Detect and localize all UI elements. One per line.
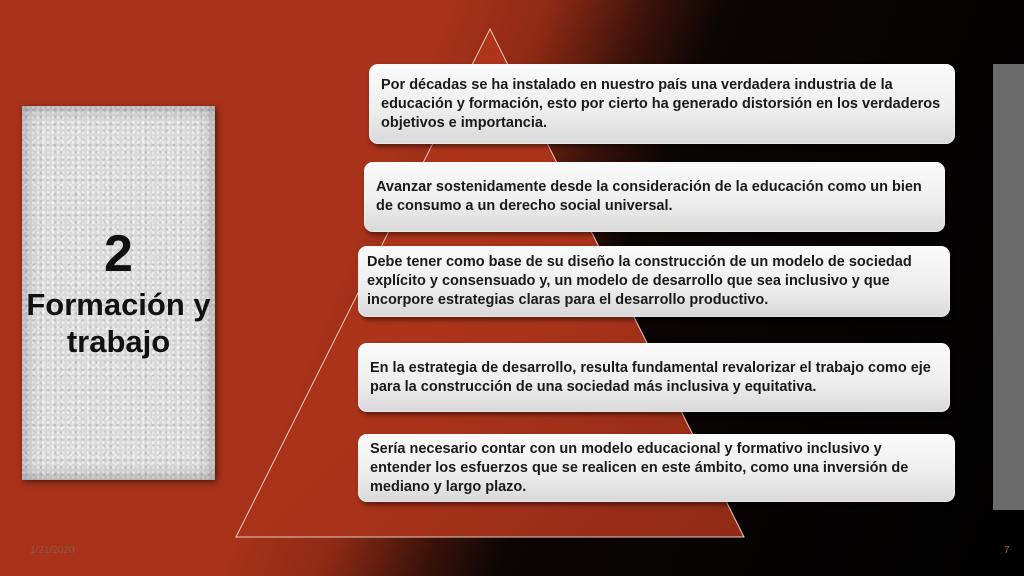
pyramid-text-5: Sería necesario contar con un modelo educacional y formativo inclusivo y entender los esfuerzos que se realicen en este ámbito, como una inversión de mediano y largo plazo.	[370, 440, 909, 495]
footer-page-number: 7	[1004, 545, 1010, 556]
pyramid-text-box-4	[358, 343, 950, 412]
pyramid-text-1: Por décadas se ha instalado en nuestro país una verdadera industria de la educación y formación, esto por cierto ha generado distorsión en los verdaderos objetivos e importancia.	[381, 76, 941, 131]
pyramid-text-box-5	[358, 434, 955, 502]
pyramid-text-box-2	[364, 162, 945, 232]
pyramid-text-3: Debe tener como base de su diseño la construcción de un modelo de sociedad explícito y consensuado y, un modelo de desarrollo que sea inclusivo y que incorpore estrategias claras para el desarrollo productivo.	[367, 254, 912, 308]
section-title: Formación y trabajo	[26, 287, 211, 359]
pyramid-text-2: Avanzar sostenidamente desde la consideración de la educación como un bien de consumo a un derecho social universal.	[376, 179, 922, 214]
pyramid-text-4: En la estrategia de desarrollo, resulta fundamental revalorizar el trabajo como eje para la construcción de una sociedad más inclusiva y equitativa.	[370, 359, 931, 395]
title-card	[22, 106, 215, 480]
footer-date: 1/21/2020	[30, 545, 75, 556]
section-number: 2	[104, 224, 133, 283]
pyramid-text-box-3	[358, 246, 950, 317]
pyramid-text-box-1	[369, 64, 955, 144]
